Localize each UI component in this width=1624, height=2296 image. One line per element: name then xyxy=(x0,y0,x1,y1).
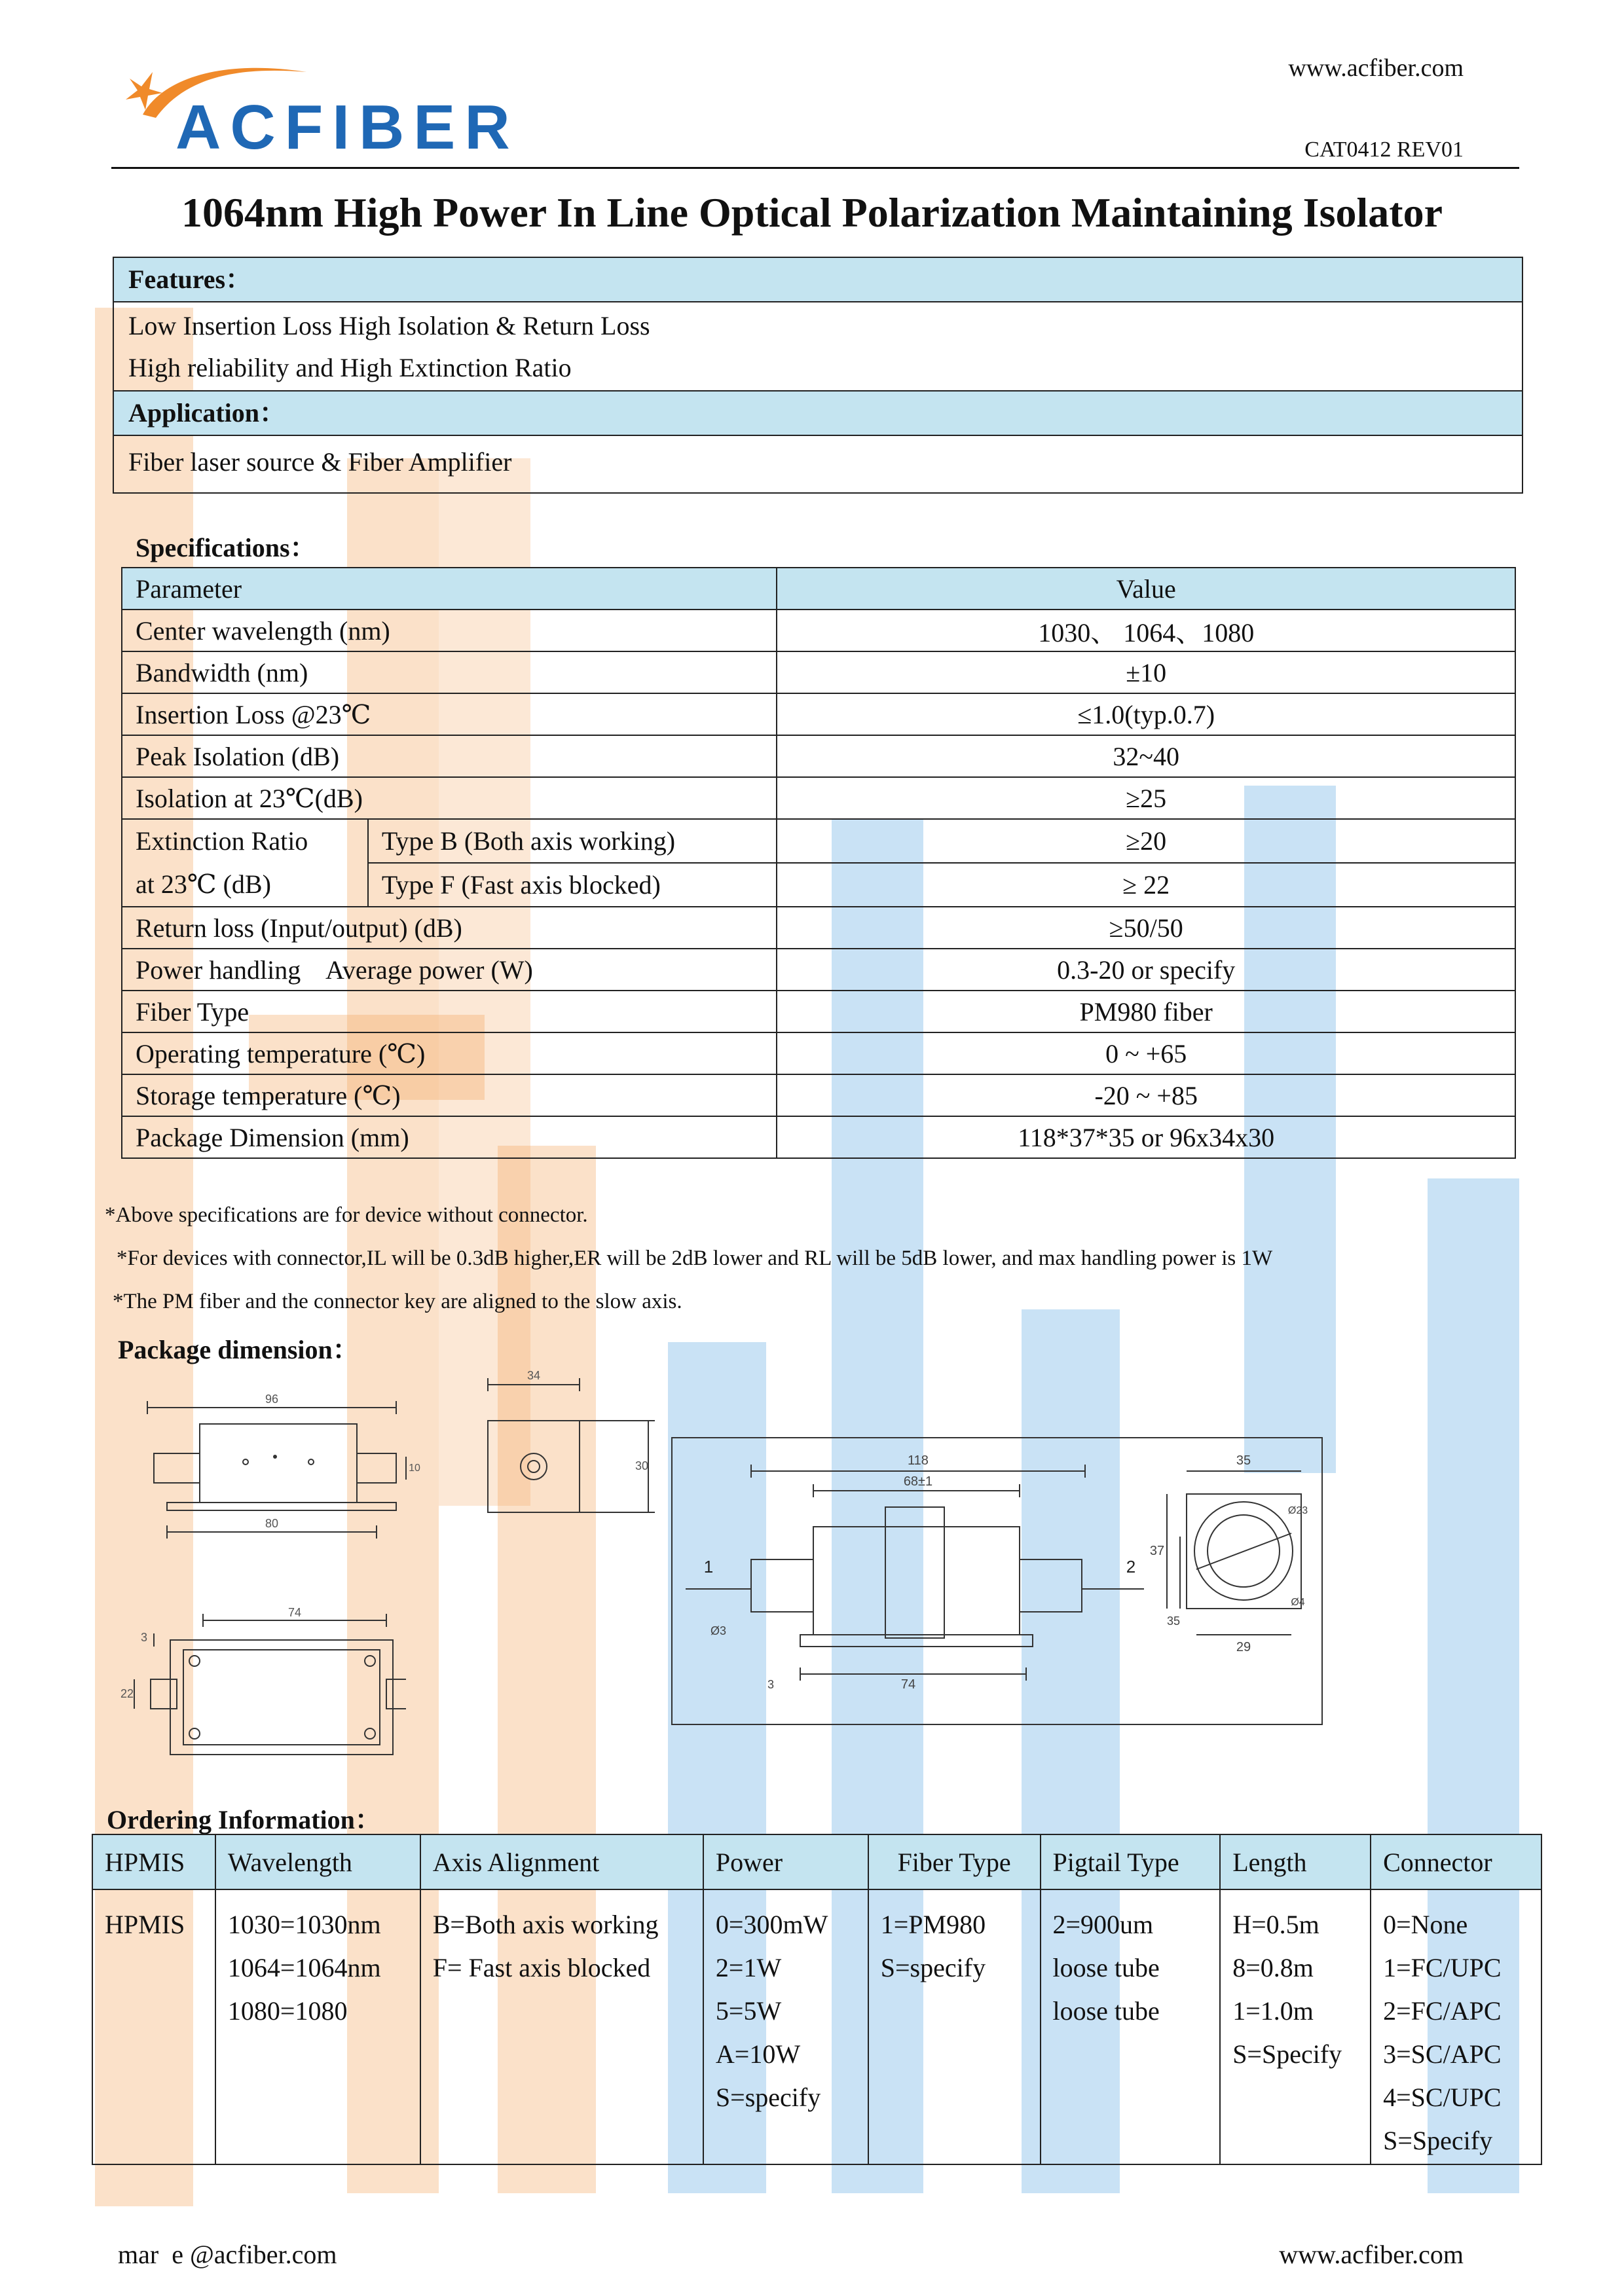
col-value: Value xyxy=(777,568,1515,610)
dim-29: 29 xyxy=(1236,1640,1251,1654)
ordering-header-row xyxy=(92,1834,1541,1889)
package-detail-drawing xyxy=(673,1438,1321,1724)
spec-value: ≥50/50 xyxy=(777,907,1515,949)
ordering-col-wavelength xyxy=(215,1889,420,2164)
ordering-option: B=Both axis working xyxy=(432,1910,659,1939)
spec-param: Return loss (Input/output) (dB) xyxy=(122,907,777,949)
ordering-header: Axis Alignment xyxy=(420,1834,703,1889)
dim-80: 80 xyxy=(265,1517,279,1530)
dim-30: 30 xyxy=(635,1459,649,1472)
dim-74b: 74 xyxy=(900,1677,916,1692)
spec-row xyxy=(122,1032,1515,1074)
application-line: Fiber laser source & Fiber Amplifier xyxy=(128,447,512,477)
spec-value: 32~40 xyxy=(777,735,1515,777)
dim-phi23: Ø23 xyxy=(1287,1505,1308,1516)
ordering-option: S=specify xyxy=(880,1953,986,1982)
ordering-option: 1=FC/UPC xyxy=(1383,1953,1502,1982)
ordering-body-row xyxy=(92,1889,1541,2164)
ordering-header: Connector xyxy=(1371,1834,1541,1889)
page-title: 1064nm High Power In Line Optical Polarization Maintaining Isolator xyxy=(181,189,1443,236)
ordering-heading: Ordering Information： xyxy=(107,1805,381,1834)
ordering-option: H=0.5m xyxy=(1232,1910,1320,1939)
extinction-label xyxy=(122,819,368,907)
note-line: *The PM fiber and the connector key are aligned to the slow axis. xyxy=(113,1290,682,1313)
spec-param: Insertion Loss @23℃ xyxy=(122,693,777,735)
port-1-label: 1 xyxy=(703,1557,714,1576)
extinction-type-f-value: ≥ 22 xyxy=(777,863,1515,907)
col-parameter: Parameter xyxy=(122,568,777,610)
ordering-option: 2=FC/APC xyxy=(1383,1996,1502,2026)
ordering-header: Power xyxy=(703,1834,868,1889)
ordering-header: Fiber Type xyxy=(868,1834,1041,1889)
specifications-heading: Specifications： xyxy=(136,533,316,562)
ordering-option: 0=None xyxy=(1383,1910,1468,1939)
spec-row xyxy=(122,777,1515,819)
ordering-col-fiber xyxy=(868,1889,1041,2164)
ordering-option: 5=5W xyxy=(715,1996,782,2026)
dim-68: 68±1 xyxy=(903,1474,933,1489)
package-bottom-view-drawing xyxy=(118,1607,406,1771)
ordering-option: A=10W xyxy=(715,2039,801,2069)
spec-row xyxy=(122,991,1515,1032)
spec-param: Bandwidth (nm) xyxy=(122,651,777,693)
ordering-header: Wavelength xyxy=(215,1834,420,1889)
ordering-header: HPMIS xyxy=(92,1834,215,1889)
package-side-view-drawing xyxy=(141,1385,422,1548)
dim-96: 96 xyxy=(265,1393,279,1406)
ordering-option: 1030=1030nm xyxy=(227,1910,381,1939)
ordering-option: loose tube xyxy=(1052,1996,1160,2026)
ordering-col-power xyxy=(703,1889,868,2164)
spec-value: PM980 fiber xyxy=(777,991,1515,1032)
dim-34: 34 xyxy=(526,1369,541,1382)
ordering-option: HPMIS xyxy=(105,1910,185,1939)
ordering-option: 2=900um xyxy=(1052,1910,1154,1939)
dim-phi3: Ø3 xyxy=(710,1624,727,1637)
ordering-header: Pigtail Type xyxy=(1041,1834,1221,1889)
ordering-table xyxy=(92,1834,1542,2165)
ordering-option: 4=SC/UPC xyxy=(1383,2083,1502,2112)
footer-email[interactable]: mar e @acfiber.com xyxy=(118,2240,337,2269)
logo-text: ACFIBER xyxy=(175,92,519,162)
ordering-header: Length xyxy=(1220,1834,1371,1889)
spec-value: -20 ~ +85 xyxy=(777,1074,1515,1116)
dim-74: 74 xyxy=(287,1607,302,1619)
header-website[interactable]: www.acfiber.com xyxy=(1288,54,1464,82)
ordering-option: F= Fast axis blocked xyxy=(432,1953,651,1982)
spec-row xyxy=(122,949,1515,991)
spec-value: 0.3-20 or specify xyxy=(777,949,1515,991)
spec-param: Package Dimension (mm) xyxy=(122,1116,777,1158)
footer-website[interactable]: www.acfiber.com xyxy=(1279,2240,1464,2269)
dim-35b: 35 xyxy=(1166,1614,1181,1628)
spec-row xyxy=(122,1116,1515,1158)
ordering-option: 1080=1080 xyxy=(227,1996,348,2026)
spec-value: 0 ~ +65 xyxy=(777,1032,1515,1074)
ordering-option: 8=0.8m xyxy=(1232,1953,1314,1982)
spec-value: 1030、 1064、1080 xyxy=(777,610,1515,651)
spec-param: Center wavelength (nm) xyxy=(122,610,777,651)
ordering-col-connector xyxy=(1371,1889,1541,2164)
spec-param: Operating temperature (℃) xyxy=(122,1032,777,1074)
ordering-col-model xyxy=(92,1889,215,2164)
ordering-col-axis xyxy=(420,1889,703,2164)
ordering-option: 1064=1064nm xyxy=(227,1953,381,1982)
dim-3: 3 xyxy=(140,1631,148,1644)
features-box xyxy=(113,257,1523,494)
dim-phi4: Ø4 xyxy=(1291,1597,1305,1608)
ordering-option: 1=1.0m xyxy=(1232,1996,1314,2026)
note-line: *Above specifications are for device without connector. xyxy=(105,1203,588,1227)
dim-35: 35 xyxy=(1236,1453,1251,1468)
ordering-option: S=specify xyxy=(715,2083,821,2112)
document-number: CAT0412 REV01 xyxy=(1304,137,1464,162)
ordering-option: S=Specify xyxy=(1383,2126,1493,2155)
spec-param: Power handling Average power (W) xyxy=(122,949,777,991)
extinction-type-f: Type F (Fast axis blocked) xyxy=(368,863,777,907)
application-heading: Application： xyxy=(114,390,1522,436)
spec-value: ≤1.0(typ.0.7) xyxy=(777,693,1515,735)
spec-row xyxy=(122,907,1515,949)
spec-row xyxy=(122,735,1515,777)
ordering-col-length xyxy=(1220,1889,1371,2164)
features-heading: Features： xyxy=(114,258,1522,302)
note-line: *For devices with connector,IL will be 0.3dB higher,ER will be 2dB lower and RL will be 5dB lower, and max handling power is 1W xyxy=(117,1247,1273,1270)
spec-row-extinction-b xyxy=(122,819,1515,863)
feature-line: Low Insertion Loss High Isolation & Return Loss xyxy=(128,311,650,340)
spec-value: ±10 xyxy=(777,651,1515,693)
extinction-type-b: Type B (Both axis working) xyxy=(368,819,777,863)
package-heading: Package dimension： xyxy=(118,1335,359,1364)
header-divider xyxy=(111,167,1519,169)
extinction-type-b-value: ≥20 xyxy=(777,819,1515,863)
ordering-option: 3=SC/APC xyxy=(1383,2039,1502,2069)
package-end-view-drawing xyxy=(481,1365,665,1529)
ordering-col-pigtail xyxy=(1041,1889,1221,2164)
ordering-option: 0=300mW xyxy=(715,1910,828,1939)
ordering-option: loose tube xyxy=(1052,1953,1160,1982)
ordering-option: S=Specify xyxy=(1232,2039,1342,2069)
spec-param: Isolation at 23℃(dB) xyxy=(122,777,777,819)
dim-37: 37 xyxy=(1149,1544,1165,1558)
spec-value: ≥25 xyxy=(777,777,1515,819)
port-2-label: 2 xyxy=(1126,1557,1136,1576)
spec-param: Peak Isolation (dB) xyxy=(122,735,777,777)
spec-row xyxy=(122,1074,1515,1116)
spec-row xyxy=(122,693,1515,735)
dim-118: 118 xyxy=(908,1453,929,1468)
extinction-label-line2: at 23℃ (dB) xyxy=(136,869,271,899)
dim-22: 22 xyxy=(120,1687,134,1700)
dim-3b: 3 xyxy=(767,1678,775,1691)
spec-param: Fiber Type xyxy=(122,991,777,1032)
dim-10: 10 xyxy=(409,1463,420,1474)
specifications-table xyxy=(121,567,1516,1159)
feature-line: High reliability and High Extinction Ratio xyxy=(128,353,572,382)
ordering-option: 2=1W xyxy=(715,1953,782,1982)
spec-header-row xyxy=(122,568,1515,610)
spec-row xyxy=(122,651,1515,693)
spec-row xyxy=(122,610,1515,651)
ordering-option: 1=PM980 xyxy=(880,1910,986,1939)
extinction-label-line1: Extinction Ratio xyxy=(136,826,308,856)
spec-value: 118*37*35 or 96x34x30 xyxy=(777,1116,1515,1158)
spec-param: Storage temperature (℃) xyxy=(122,1074,777,1116)
